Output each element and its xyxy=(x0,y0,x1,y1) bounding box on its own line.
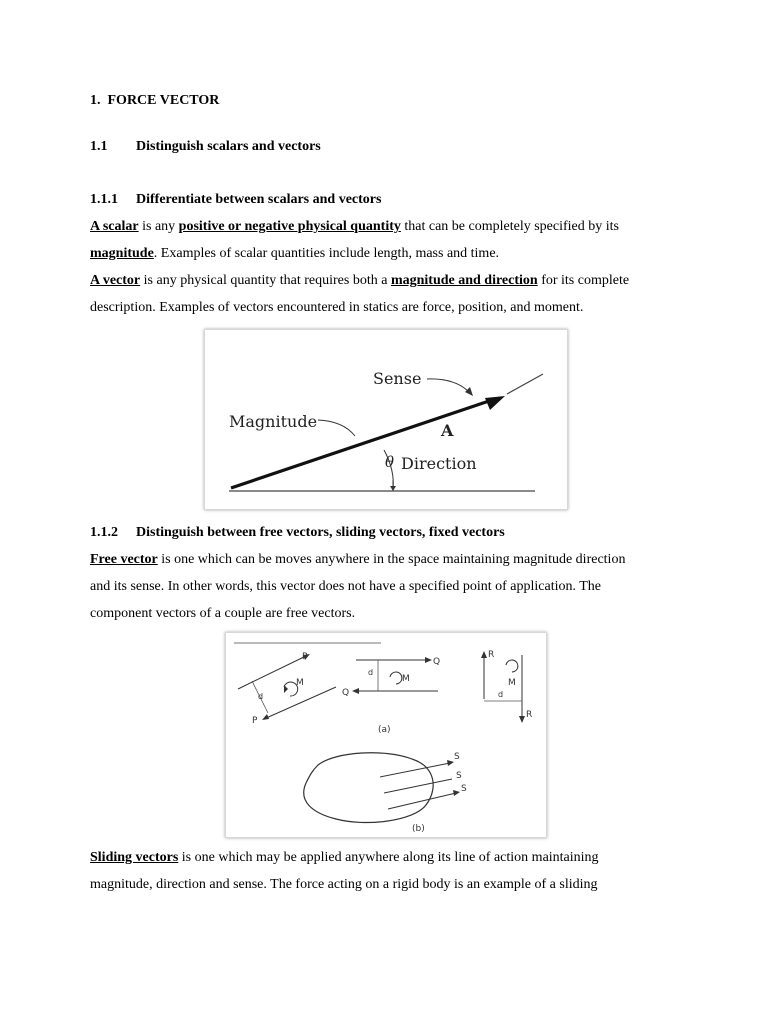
line-of-action xyxy=(507,374,543,394)
s-label-1: S xyxy=(454,752,460,762)
text-run: for its complete xyxy=(537,273,630,288)
r-arrowhead-left xyxy=(481,651,487,658)
vector-emphasis: magnitude and direction xyxy=(390,273,538,288)
sense-leader xyxy=(427,379,469,392)
chapter-number: 1. xyxy=(90,93,101,108)
caption-b: (b) xyxy=(412,824,425,834)
rigid-body-outline xyxy=(304,753,433,823)
text-run: is any physical quantity that requires both a xyxy=(140,273,391,288)
vector-term: A vector xyxy=(90,273,141,288)
scalar-term: A scalar xyxy=(90,219,139,234)
section-number: 1.1 xyxy=(90,139,108,154)
section-1-1-1-heading xyxy=(90,191,381,209)
m2-label: M xyxy=(402,674,410,684)
s-force-1 xyxy=(380,763,450,777)
q-arrowhead-top xyxy=(425,657,432,663)
vector-paragraph-line-1 xyxy=(90,272,629,290)
text-run: is one which can be moves anywhere in the space maintaining magnitude direction xyxy=(157,552,626,567)
d3-label: d xyxy=(498,690,504,699)
section-1-1-2-heading xyxy=(90,524,505,542)
p-label-bottom: P xyxy=(252,716,258,726)
free-vectors-figure xyxy=(225,632,547,838)
free-vector-paragraph-line-3: component vectors of a couple are free vectors. xyxy=(90,606,356,621)
q-label-top: Q xyxy=(433,657,441,667)
angle-tick-head xyxy=(390,486,396,491)
text-run: that can be completely specified by its xyxy=(400,219,619,234)
d1-label: d xyxy=(258,692,264,701)
vector-diagram xyxy=(205,330,567,509)
magnitude-term: magnitude xyxy=(90,246,154,261)
q-arrowhead-bottom xyxy=(352,688,359,694)
m2-moment-arc xyxy=(390,672,402,684)
d2-label: d xyxy=(368,668,374,677)
magnitude-label: Magnitude xyxy=(229,412,318,431)
sense-leader-head xyxy=(465,387,473,396)
text-run: is one which may be applied anywhere along its line of action maintaining xyxy=(178,850,599,865)
s-force-2 xyxy=(384,779,452,793)
sliding-vector-paragraph-line-1 xyxy=(90,849,599,867)
sliding-vector-paragraph-line-2: magnitude, direction and sense. The force acting on a rigid body is an example of a sliding xyxy=(90,877,598,892)
direction-label: Direction xyxy=(401,454,477,473)
section-number: 1.1.1 xyxy=(90,192,118,207)
s-arrowhead-3 xyxy=(453,790,460,796)
chapter-title: FORCE VECTOR xyxy=(107,93,220,108)
p-force-bottom xyxy=(264,687,336,719)
vector-diagram-figure xyxy=(204,329,568,510)
caption-a: (a) xyxy=(378,725,391,735)
magnitude-leader xyxy=(318,420,355,436)
q-label-bottom: Q xyxy=(342,688,350,698)
section-title: Distinguish between free vectors, sliding vectors, fixed vectors xyxy=(136,525,505,540)
free-vector-paragraph-line-2: and its sense. In other words, this vector does not have a specified point of application. The xyxy=(90,579,601,594)
free-vector-paragraph-line-1 xyxy=(90,551,625,569)
scalar-emphasis: positive or negative physical quantity xyxy=(178,219,401,234)
s-force-3 xyxy=(388,793,456,809)
scalar-paragraph-line-1 xyxy=(90,218,619,236)
sliding-vector-term: Sliding vectors xyxy=(90,850,179,865)
r-arrowhead-right xyxy=(519,716,525,723)
p-label-top: P xyxy=(302,652,308,662)
vector-arrowhead xyxy=(485,396,505,410)
free-vector-term: Free vector xyxy=(90,552,158,567)
p-arrowhead-bottom xyxy=(262,714,269,720)
r-label-top: R xyxy=(488,650,495,660)
m3-moment-arc xyxy=(506,660,518,672)
s-label-2: S xyxy=(456,771,462,781)
m1-label: M xyxy=(296,678,304,688)
theta-label: θ xyxy=(385,453,395,471)
free-vectors-diagram xyxy=(226,633,546,837)
scalar-paragraph-line-2 xyxy=(90,245,499,263)
sense-label: Sense xyxy=(373,369,422,388)
section-title: Differentiate between scalars and vectors xyxy=(136,192,382,207)
section-1-1-heading xyxy=(90,138,321,156)
vector-name-label: A xyxy=(441,421,454,440)
chapter-heading xyxy=(90,92,219,110)
s-label-3: S xyxy=(461,784,467,794)
text-run: is any xyxy=(138,219,179,234)
r-label-bottom: R xyxy=(526,710,533,720)
section-title: Distinguish scalars and vectors xyxy=(136,139,321,154)
section-number: 1.1.2 xyxy=(90,525,118,540)
m3-label: M xyxy=(508,678,516,688)
s-arrowhead-1 xyxy=(447,760,454,766)
text-run: . Examples of scalar quantities include length, mass and time. xyxy=(153,246,500,261)
vector-paragraph-line-2: description. Examples of vectors encountered in statics are force, position, and moment. xyxy=(90,300,584,315)
m1-moment-arrowhead xyxy=(284,685,288,693)
